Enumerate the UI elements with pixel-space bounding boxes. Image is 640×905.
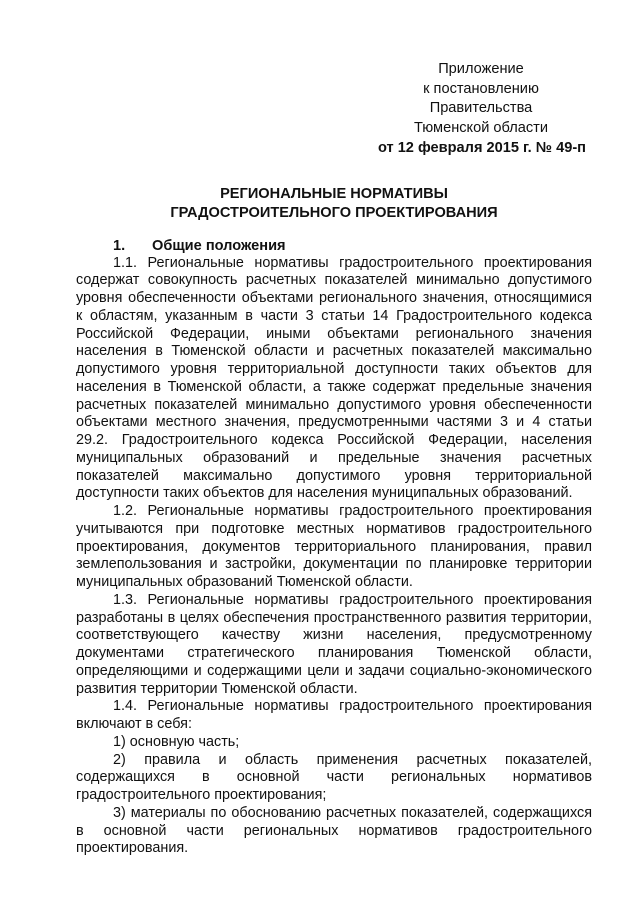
appendix-label: Приложение xyxy=(438,61,524,77)
appendix-resolution: к постановлению Правительства xyxy=(423,80,539,116)
paragraph-1-3: 1.3. Региональные нормативы градостроительного проектирования разработаны в целях обеспечения пространственного развития территории, соответствующего качеству жизни населения, предусмотренному документами стратегического планирования Тюменской области, определяющими и содержащими цели и задачи социально-экономического развития территории Тюменской области. xyxy=(76,591,592,697)
paragraph-1-4: 1.4. Региональные нормативы градостроительного проектирования включают в себя: xyxy=(76,698,592,732)
section-heading xyxy=(76,237,592,255)
section-title: Общие положения xyxy=(152,237,286,254)
appendix-date: от 12 февраля 2015 г. № 49-п xyxy=(377,140,586,156)
appendix-block xyxy=(370,60,592,159)
document-body xyxy=(76,255,592,859)
document-title xyxy=(76,185,592,223)
section-number: 1. xyxy=(113,237,126,254)
list-item-3: 3) материалы по обоснованию расчетных показателей, содержащихся в основной части региональных нормативов градостроительного проектирования. xyxy=(76,804,592,857)
title-line-2: ГРАДОСТРОИТЕЛЬНОГО ПРОЕКТИРОВАНИЯ xyxy=(170,204,498,221)
paragraph-1-2: 1.2. Региональные нормативы градостроительного проектирования учитываются при подготовке местных нормативов градостроительного проектирования, документов территориального планирования, правил землепользования и застройки, документации по планировке территории муниципальных образований Тюменской области. xyxy=(76,503,592,590)
list-item-1: 1) основную часть; xyxy=(113,733,240,750)
appendix-region: Тюменской области xyxy=(413,119,548,136)
list-item-2: 2) правила и область применения расчетных показателей, содержащихся в основной части региональных нормативов градостроительного проектирования; xyxy=(76,751,592,803)
title-line-1: РЕГИОНАЛЬНЫЕ НОРМАТИВЫ xyxy=(220,185,448,202)
paragraph-1-1: 1.1. Региональные нормативы градостроительного проектирования содержат совокупность расчетных показателей минимально допустимого уровня обеспеченности объектами регионального значения, относящимися к областям, указанным в части 3 статьи 14 Градостроительного кодекса Российской Федерации, иными объектами регионального значения населения в Тюменской области и расчетных показателей максимально допустимого уровня территориальной доступности таких объектов для населения в Тюменской области, а также содержат предельные значения расчетных показателей минимально допустимого уровня обеспеченности объектами местного значения, предусмотренными частями 3 и 4 статьи 29.2. Градостроительного кодекса Российской Федерации, населения муниципальных образований и предельные значения расчетных показателей максимально допустимого уровня территориальной доступности таких объектов для населения муниципальных образований. xyxy=(76,254,592,502)
